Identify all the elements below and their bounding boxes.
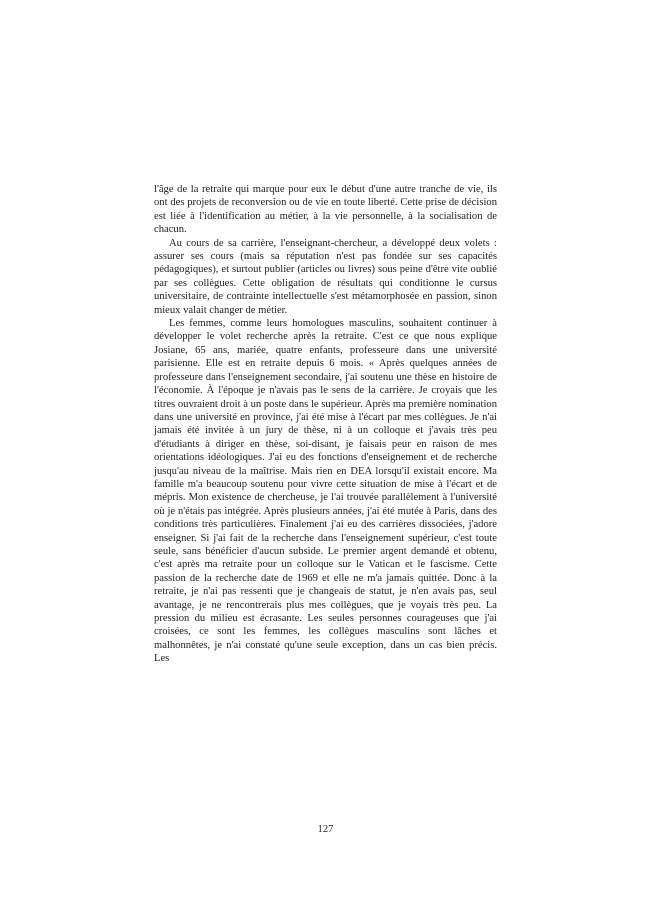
paragraph-continuation: l'âge de la retraite qui marque pour eux le début d'une autre tranche de vie, ils ont des projets de reconversion ou de vie en toute liberté. Cette prise de décision est liée à l'identification au métier, à la vie personnelle, à la socialisation de chacun.	[154, 184, 497, 236]
paragraph: Les femmes, comme leurs homologues masculins, souhaitent continuer à développer le volet recherche après la retraite. C'est ce que nous explique Josiane, 65 ans, mariée, quatre enfants, professeure dans une université parisienne. Elle est en retraite depuis 6 mois. « Après quelques années de professeure dans l'enseignement secondaire, j'ai soutenu une thèse en histoire de l'économie. À l'époque je n'avais pas le sens de la carrière. Je croyais que les titres ouvraient droit à un poste dans le supérieur. Après ma première nomination dans une université en province, j'ai été mise à l'écart par mes collègues. Je n'ai jamais été invitée à un jury de thèse, ni à un colloque et j'avais très peu d'étudiants à diriger en thèse, soi-disant, je faisais peur en raison de mes orientations idéologiques. J'ai eu des fonctions d'enseignement et de recherche jusqu'au niveau de la maîtrise. Mais rien en DEA lorsqu'il existait encore. Ma famille m'a beaucoup soutenu pour vivre cette situation de mise à l'écart et de mépris. Mon existence de chercheuse, je l'ai trouvée parallèlement à l'université où je n'étais pas intégrée. Après plusieurs années, j'ai été mutée à Paris, dans des conditions très particulières. Finalement j'ai eu des carrières dissociées, j'adore enseigner. Si j'ai fait de la recherche dans l'enseignement supérieur, c'est toute seule, sans bénéficier d'aucun subside. Le premier argent demandé et obtenu, c'est après ma retraite pour un colloque sur le Vatican et le fascisme. Cette passion de la recherche date de 1969 et elle ne m'a jamais quittée. Donc à la retraite, je n'ai pas ressenti que je changeais de statut, je n'en avais pas, seul avantage, je ne rencontrerais plus mes collègues, que je voyais très peu. La pression du milieu est écrasante. Les seules personnes courageuses que j'ai croisées, ce sont les femmes, les collègues masculins sont lâches et malhonnêtes, je n'ai constaté qu'une seule exception, dans un cas bien précis. Les	[154, 318, 497, 665]
text-block	[154, 183, 497, 666]
page-number: 127	[317, 824, 334, 835]
paragraph: Au cours de sa carrière, l'enseignant-chercheur, a développé deux volets : assurer ses cours (mais sa réputation n'est pas fondée sur ses capacités pédagogiques), et surtout publier (articles ou livres) sous peine d'être vite oublié par ses collègues. Cette obligation de résultats qui conditionne le cursus universitaire, de contrainte intellectuelle s'est métamorphosée en passion, sinon mieux valait changer de métier.	[154, 237, 497, 316]
